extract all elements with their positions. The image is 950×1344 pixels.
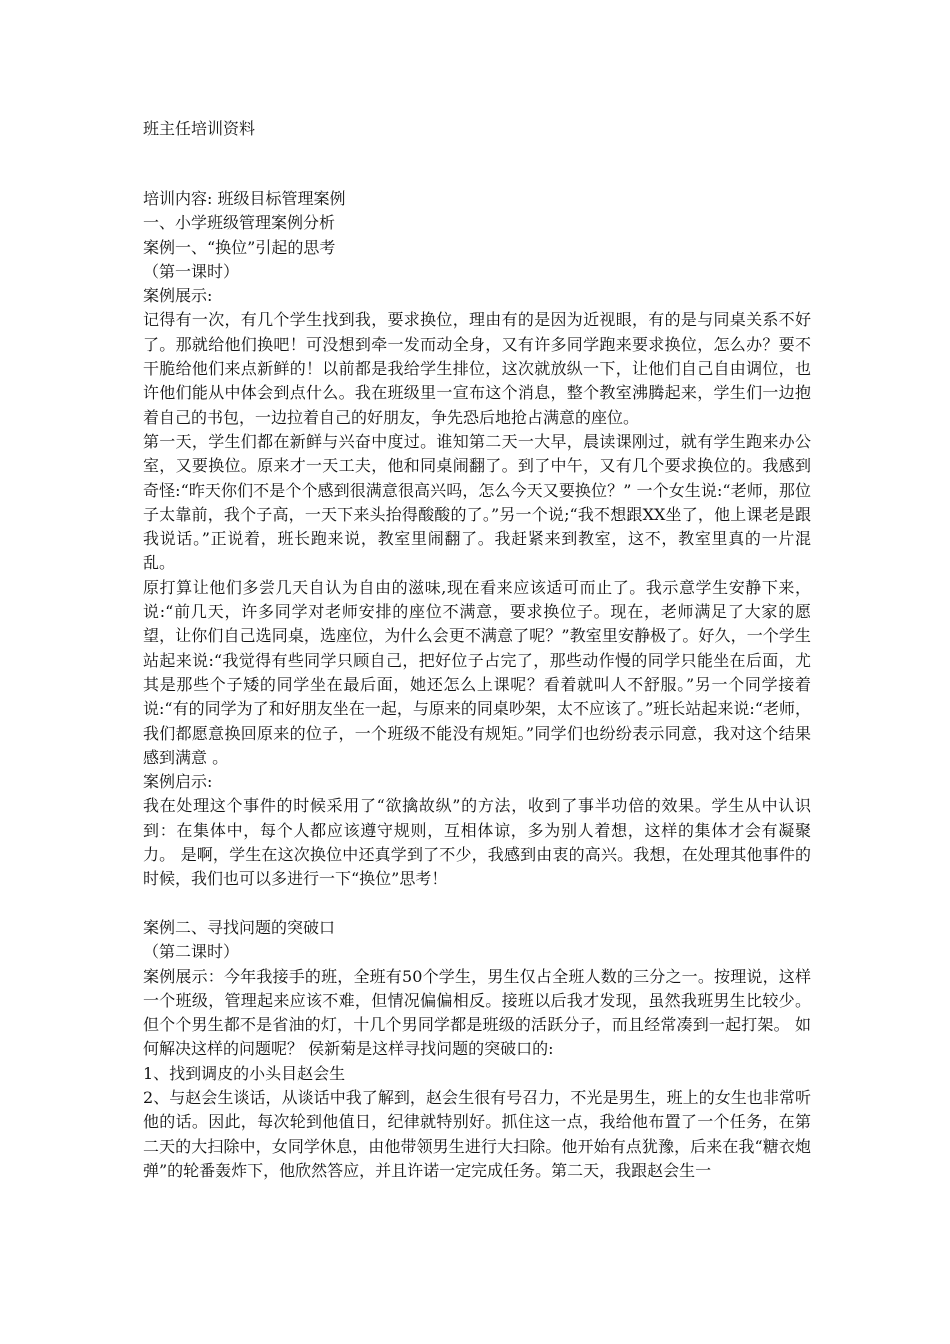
- blank-line: [143, 892, 811, 916]
- case1-paragraph: 记得有一次，有几个学生找到我，要求换位，理由有的是因为近视眼，有的是与同桌关系不好了。那就给他们换吧！可没想到牵一发而动全身，又有许多同学跑来要求换位，怎么办？要不干脆给他们来点新鲜的！以前都是我给学生排位，这次就放纵一下，让他们自己自由调位，也许他们能从中体会到点什么。我在班级里一宣布这个消息，整个教室沸腾起来，学生们一边抱着自己的书包，一边拉着自己的好朋友，争先恐后地抢占满意的座位。: [143, 310, 811, 427]
- case2-step: 1、找到调皮的小头目赵会生: [143, 1063, 346, 1083]
- case1-lesson: （第一课时）: [143, 261, 240, 281]
- case2-heading: 案例二、寻找问题的突破口: [143, 917, 336, 937]
- case1-paragraph: 第一天，学生们都在新鲜与兴奋中度过。谁知第二天一大早，晨读课刚过，就有学生跑来办公室，又要换位。原来才一天工夫，他和同桌闹翻了。到了中午，又有几个要求换位的。我感到奇怪:“昨天你们不是个个感到很满意很高兴吗，怎么今天又要换位？” 一个女生说:“老师，那位子太靠前，我个子高，一天下来头抬得酸酸的了。”另一个说;“我不想跟XX坐了，他上课老是跟我说话。”正说着，班长跑来说，教室里闹翻了。我赶紧来到教室，这不，教室里真的一片混乱。: [143, 431, 811, 573]
- document-body: [143, 187, 811, 1183]
- case1-insight-paragraph: 我在处理这个事件的时候采用了“欲擒故纵”的方法，收到了事半功倍的效果。学生从中认识到：在集体中，每个人都应该遵守规则，互相体谅，多为别人着想，这样的集体才会有凝聚力。 是啊，学生在这次换位中还真学到了不少，我感到由衷的高兴。我想，在处理其他事件的时候，我们也可以多进行一下“换位”思考！: [143, 796, 811, 889]
- case1-insight-label: 案例启示:: [143, 772, 213, 792]
- document-title: 班主任培训资料: [143, 119, 256, 138]
- case1-heading: 案例一、“换位”引起的思考: [143, 237, 336, 257]
- case2-paragraph: 案例展示：今年我接手的班，全班有50个学生，男生仅占全班人数的三分之一。按理说，这样一个班级，管理起来应该不难，但情况偏偏相反。接班以后我才发现，虽然我班男生比较少。但个个男生都不是省油的灯，十几个男同学都是班级的活跃分子，而且经常凑到一起打架。 如何解决这样的问题呢？ 侯新菊是这样寻找问题的突破口的:: [143, 966, 811, 1059]
- case2-lesson: （第二课时）: [143, 942, 240, 962]
- case2-step: 2、与赵会生谈话，从谈话中我了解到，赵会生很有号召力，不光是男生，班上的女生也非常听他的话。因此，每次轮到他值日，纪律就特别好。抓住这一点，我给他布置了一个任务，在第二天的大扫除中，女同学休息，由他带领男生进行大扫除。他开始有点犹豫，后来在我“糖衣炮弹”的轮番轰炸下，他欣然答应，并且许诺一定完成任务。第二天，我跟赵会生一: [143, 1087, 811, 1180]
- case1-display-label: 案例展示:: [143, 286, 213, 306]
- section-heading: 一、小学班级管理案例分析: [143, 213, 336, 233]
- case1-paragraph: 原打算让他们多尝几天自认为自由的滋味,现在看来应该适可而止了。我示意学生安静下来，说:“前几天，许多同学对老师安排的座位不满意，要求换位子。现在，老师满足了大家的愿望，让你们自己选同桌，选座位，为什么会更不满意了呢？”教室里安静极了。好久，一个学生站起来说:“我觉得有些同学只顾自己，把好位子占完了，那些动作慢的同学只能坐在后面，尤其是那些个子矮的同学坐在最后面，她还怎么上课呢？看着就叫人不舒服。”另一个同学接着说:“有的同学为了和好朋友坐在一起，与原来的同桌吵架，太不应该了。”班长站起来说:“老师，我们都愿意换回原来的位子，一个班级不能没有规矩。”同学们也纷纷表示同意，我对这个结果感到满意 。: [143, 577, 811, 767]
- training-topic: 培训内容: 班级目标管理案例: [143, 189, 346, 208]
